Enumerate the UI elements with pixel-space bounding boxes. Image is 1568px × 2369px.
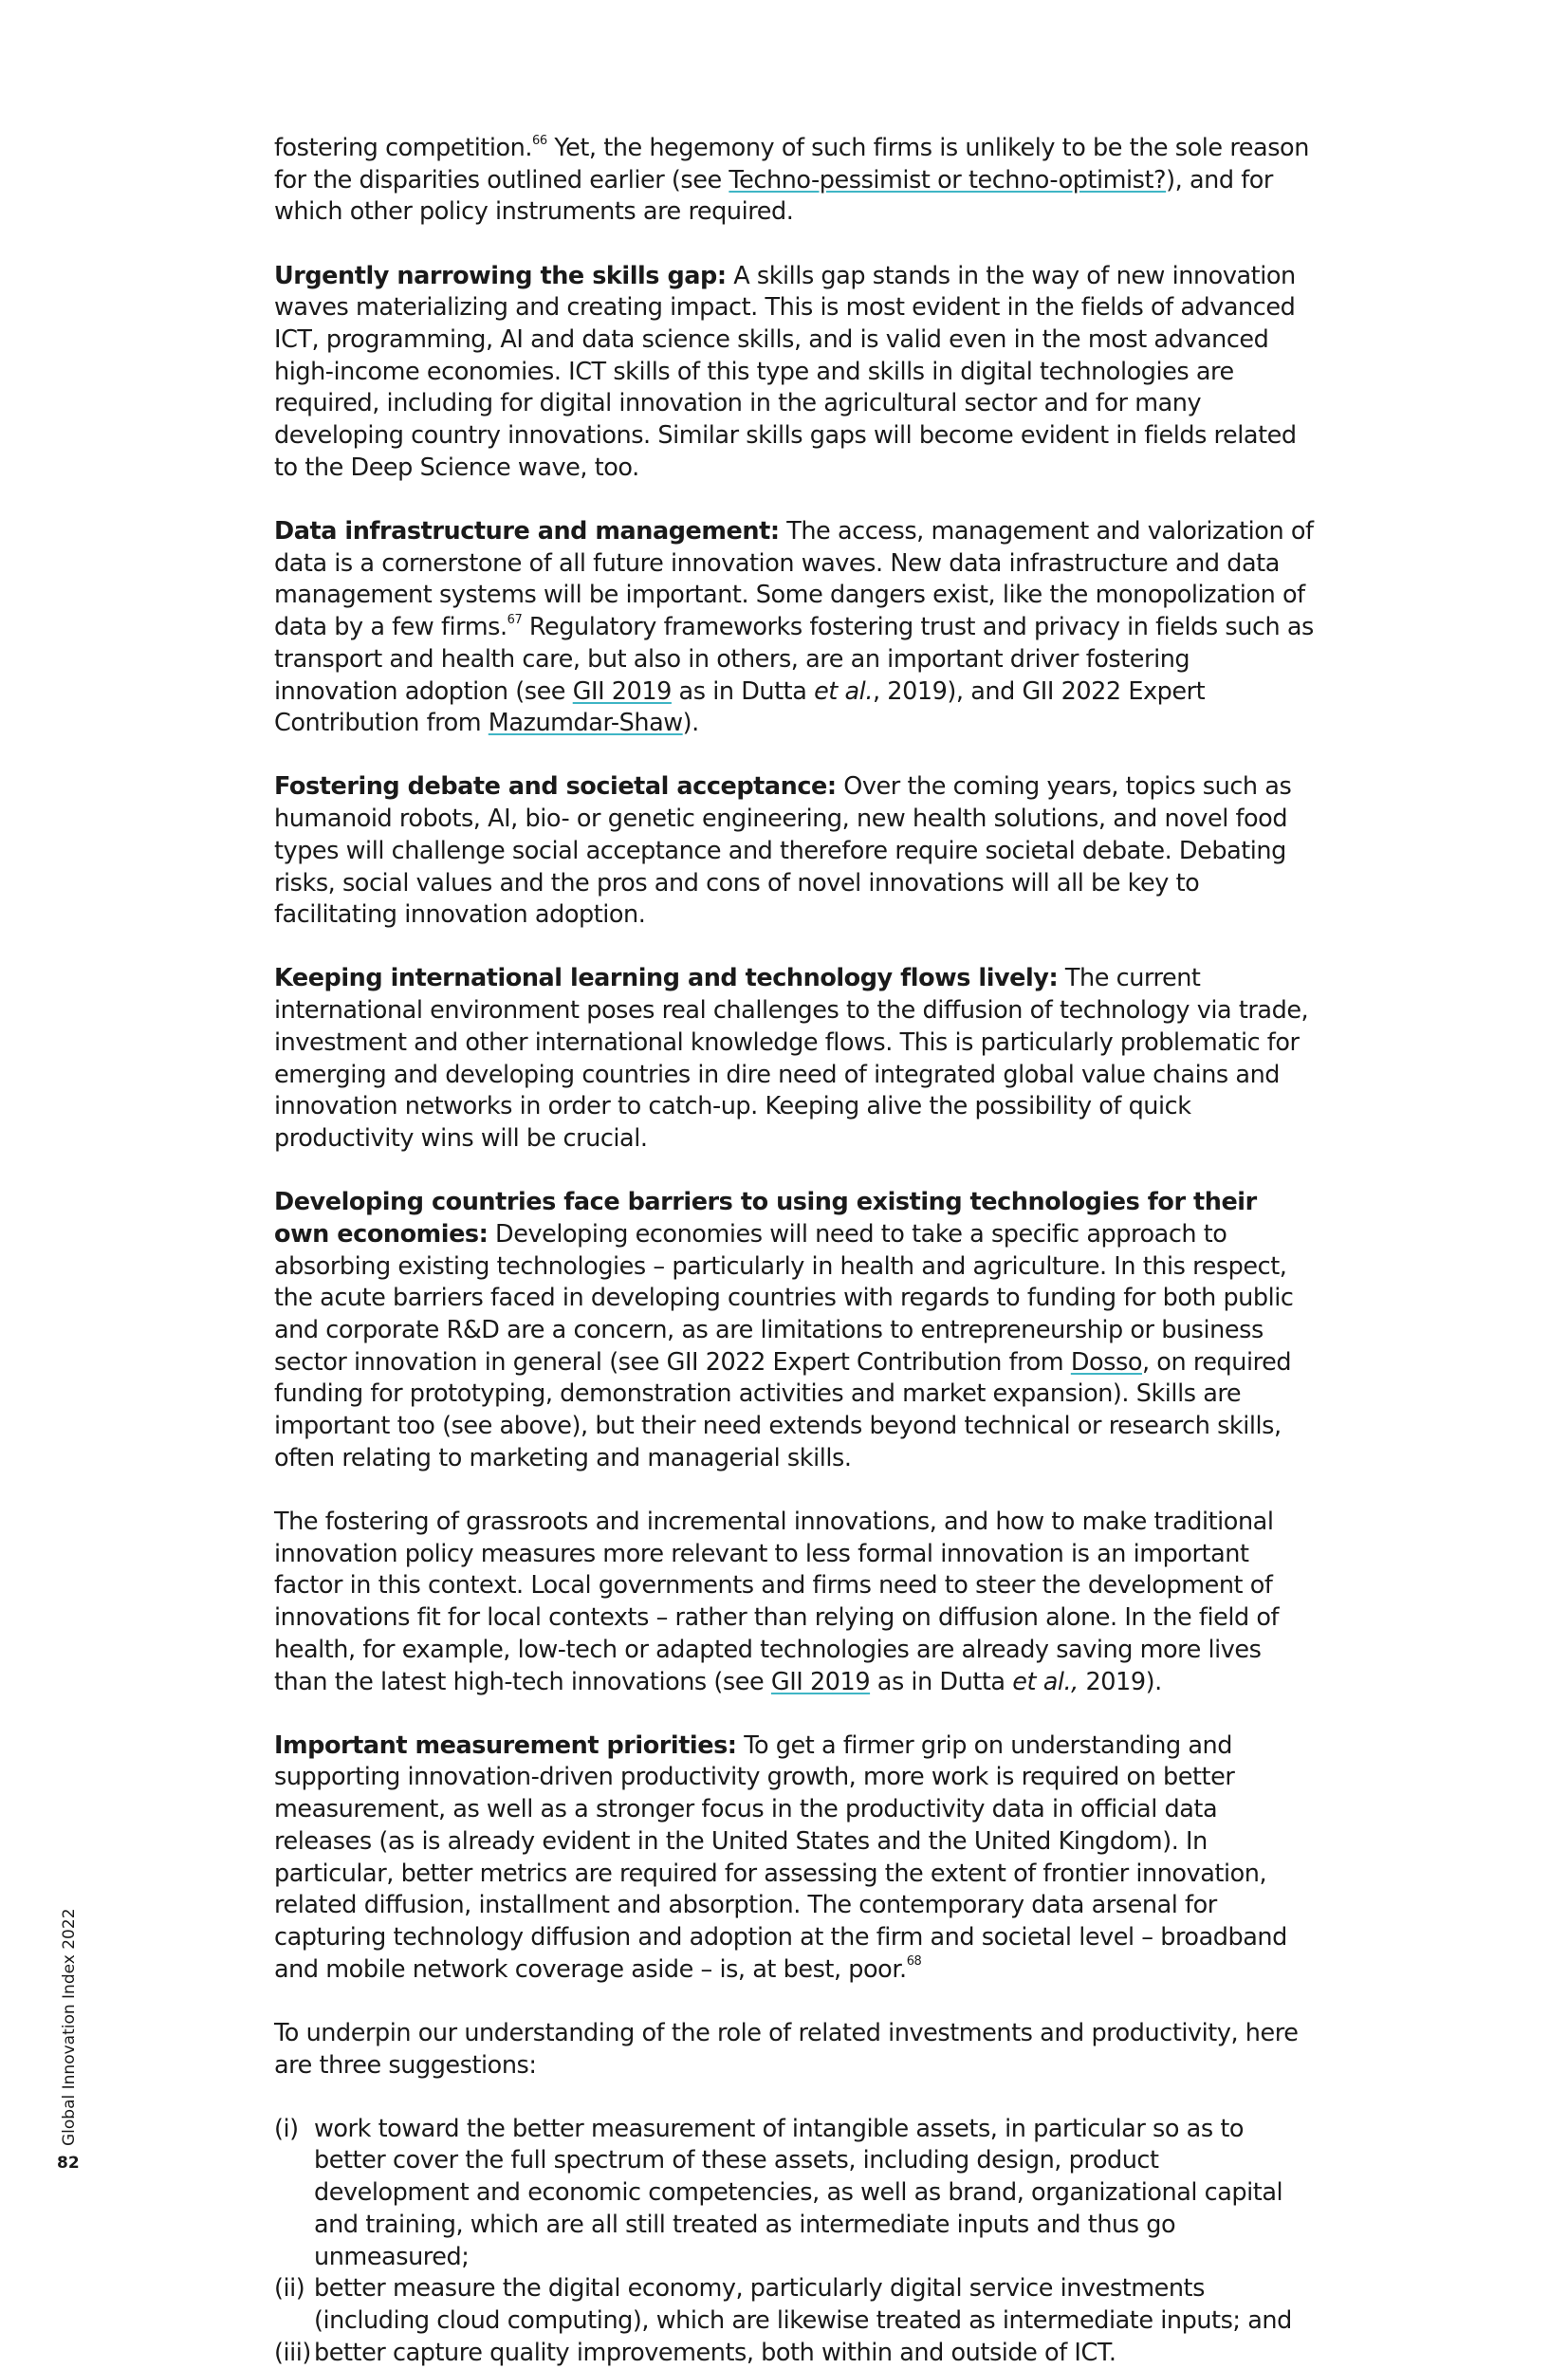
list-item-number: (ii) <box>274 2274 305 2304</box>
paragraph-competition: fostering competition.$^{66}$ Yet, the hegemony of such firms is unlikely to be the sole reason for the disparities outlined earlier (see Techno-pessimist or techno-optimist?), and for which other policy instruments are required. <box>274 133 1309 227</box>
list-item-text: better measure the digital economy, particularly digital service investments (including cloud computing), which are likewise treated as intermediate inputs; and <box>314 2274 1292 2335</box>
gii-2019-link[interactable]: GII 2019 <box>770 1667 871 1696</box>
section-heading: Data infrastructure and management: <box>274 517 780 546</box>
paragraph-societal-acceptance: Fostering debate and societal acceptance: Over the coming years, topics such as humanoid robots, AI, bio- or genetic engineering, new health solutions, and novel food types will challenge social acceptance and therefore require societal debate. Debating risks, social values and the pros and cons of novel innovations will all be key to facilitating innovation adoption. <box>274 772 1292 930</box>
section-heading: Developing countries face barriers to using existing technologies for their own economies: <box>274 1188 1257 1249</box>
section-heading: Urgently narrowing the skills gap: <box>274 261 727 290</box>
list-item-text: work toward the better measurement of intangible assets, in particular so as to better cover the full spectrum of these assets, including design, product development and economic competencies, as well as brand, organizational capital and training, which are all still treated as intermediate inputs and thus go unmeasured; <box>314 2114 1283 2271</box>
paragraph-data-infrastructure: Data infrastructure and management: The access, management and valorization of data is a cornerstone of all future innovation waves. New data infrastructure and data management systems will be important. Some dangers exist, like the monopolization of data by a few firms.$^{67}$ Regulatory frameworks fostering trust and privacy in fields such as transport and health care, but also in others, are an important driver fostering innovation adoption (see GII 2019 as in Dutta et al., 2019), and GII 2022 Expert Contribution from Mazumdar-Shaw). <box>274 517 1314 738</box>
section-heading: Fostering debate and societal acceptance: <box>274 772 837 802</box>
paragraph-measurement: Important measurement priorities: To get a firmer grip on understanding and supporting innovation-driven productivity growth, more work is required on better measurement, as well as a stronger focus in the productivity data in official data releases (as is already evident in the United States and the United Kingdom). In particular, better metrics are required for assessing the extent of frontier innovation, related diffusion, installment and absorption. The contemporary data arsenal for capturing technology diffusion and adoption at the firm and societal level – broadband and mobile network coverage aside – is, at best, poor.$^{68}$ <box>274 1730 1287 1984</box>
paragraph-international-flows: Keeping international learning and technology flows lively: The current international environment poses real challenges to the diffusion of technology via trade, investment and other international knowledge flows. This is particularly problematic for emerging and developing countries in dire need of integrated global value chains and innovation networks in order to catch-up. Keeping alive the possibility of quick productivity wins will be crucial. <box>274 964 1309 1153</box>
article-body <box>274 133 1316 2369</box>
techno-pessimist-link[interactable]: Techno-pessimist or techno-optimist? <box>729 165 1167 194</box>
paragraph-skills-gap: Urgently narrowing the skills gap: A skills gap stands in the way of new innovation waves materializing and creating impact. This is most evident in the fields of advanced ICT, programming, AI and data science skills, and is valid even in the most advanced high-income economies. ICT skills of this type and skills in digital technologies are required, including for digital innovation in the agricultural sector and for many developing country innovations. Similar skills gaps will become evident in fields related to the Deep Science wave, too. <box>274 261 1297 482</box>
list-item <box>274 2338 1316 2369</box>
list-item <box>274 2114 1316 2274</box>
footnote-ref[interactable]: 67 <box>507 612 523 627</box>
paragraph-suggestions-intro: To underpin our understanding of the role of related investments and productivity, here are three suggestions: <box>274 2018 1299 2080</box>
section-heading: Important measurement priorities: <box>274 1730 737 1760</box>
footnote-ref[interactable]: 66 <box>532 133 547 148</box>
dosso-link[interactable]: Dosso <box>1070 1347 1142 1377</box>
paragraph-grassroots: The fostering of grassroots and incremental innovations, and how to make traditional innovation policy measures more relevant to less formal innovation is an important factor in this context. Local governments and firms need to steer the development of innovations fit for local contexts – rather than relying on diffusion alone. In the field of health, for example, low-tech or adapted technologies are already saving more lives than the latest high-tech innovations (see GII 2019 as in Dutta et al., 2019). <box>274 1508 1280 1696</box>
footnote-ref[interactable]: 68 <box>906 1954 922 1970</box>
list-item <box>274 2273 1316 2337</box>
list-item-number: (i) <box>274 2114 299 2143</box>
gii-2019-link[interactable]: GII 2019 <box>572 676 672 706</box>
mazumdar-shaw-link[interactable]: Mazumdar-Shaw <box>488 709 683 738</box>
paragraph-developing-countries: Developing countries face barriers to using existing technologies for their own economies: Developing economies will need to take a specific approach to absorbing existing technologies – particularly in health and agriculture. In this respect, the acute barriers faced in developing countries with regards to funding for both public and corporate R&D are a concern, as are limitations to entrepreneurship or business sector innovation in general (see GII 2022 Expert Contribution from Dosso, on required funding for prototyping, demonstration activities and market expansion). Skills are important too (see above), but their need extends beyond technical or research skills, often relating to marketing and managerial skills. <box>274 1188 1294 1472</box>
page-number: 82 <box>57 2154 80 2173</box>
section-heading: Keeping international learning and technology flows lively: <box>274 964 1059 993</box>
list-item-number: (iii) <box>274 2338 311 2367</box>
publication-title: Global Innovation Index 2022 <box>60 1908 79 2146</box>
list-item-text: better capture quality improvements, both within and outside of ICT. <box>314 2338 1116 2367</box>
suggestion-list <box>274 2114 1316 2369</box>
